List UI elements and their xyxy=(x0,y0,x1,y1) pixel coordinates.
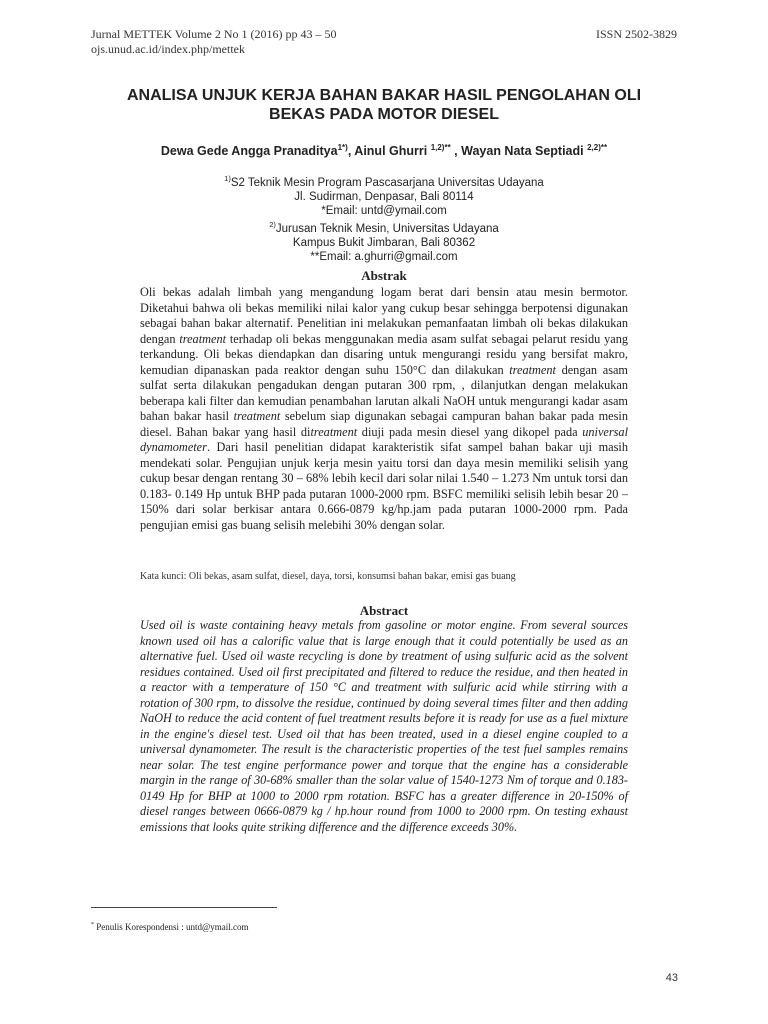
affiliation-2-name: $^{2)}$Jurusan Teknik Mesin, Universitas Udayana xyxy=(269,219,499,235)
journal-url[interactable]: ojs.unud.ac.id/index.php/mettek xyxy=(91,42,245,56)
keywords: Kata kunci: Oli bekas, asam sulfat, diesel, daya, torsi, konsumsi bahan bakar, emisi gas buang xyxy=(140,571,516,582)
footnote-mark: * xyxy=(91,922,94,928)
affiliations xyxy=(160,172,608,264)
author-affiliation-mark: 1*) xyxy=(337,143,348,152)
paper-title xyxy=(80,86,688,124)
abstrak-heading: Abstrak xyxy=(361,268,407,283)
abstract-heading: Abstract xyxy=(359,603,409,618)
abstrak-body: Oli bekas adalah limbah yang mengandung logam berat dari bensin atau mesin bermotor. Diketahui bahwa oli bekas memiliki nilai kalor yang cukup besar sehingga berpotensi digunakan sebagai bahan bakar alternatif. Penelitian ini melakukan pemanfaatan limbah oli bekas dilakukan dengan treatment terhadap oli bekas menggunakan media asam sulfat sebagai pelarut residu yang terkandung. Oli bekas diendapkan dan disaring untuk mengurangi residu yang bersifat makro, kemudian dipanaskan pada reaktor dengan suhu 150°C dan dilakukan treatment dengan asam sulfat serta dilakukan pengadukan dengan putaran 300 rpm, , dilanjutkan dengan melakukan beberapa kali filter dan kemudian penambahan larutan alkali NaOH untuk mengurangi kadar asam bahan bakar hasil treatment sebelum siap digunakan sebagai campuran bahan bakar pada mesin diesel. Bahan bakar yang hasil ditreatment diuji pada mesin diesel yang dikopel pada universal dynamometer. Dari hasil penelitian didapat karakteristik sifat sampel bahan bakar uji masih mendekati solar. Pengujian unjuk kerja mesin yaitu torsi dan daya mesin memiliki selisih yang cukup besar dengan rentang 30 – 68% lebih kecil dari solar nilai 1.540 – 1.273 Nm untuk torsi dan 0.183- 0.149 Hp untuk BHP pada putaran 1000-2000 rpm. BSFC memiliki selisih lebih besar 20 – 150% dari solar berkisar antara 0.666-0879 kg/hp.jam pada putaran 1000-2000 rpm. Pada pengujian emisi gas buang selisih melebihi 30% dengan solar. xyxy=(140,285,628,532)
title-line-1: ANALISA UNJUK KERJA BAHAN BAKAR HASIL PENGOLAHAN OLI xyxy=(126,87,642,104)
footnote-rule xyxy=(91,907,277,908)
affiliation-1-address: Jl. Sudirman, Denpasar, Bali 80114 xyxy=(294,190,474,203)
journal-citation: Jurnal METTEK Volume 2 No 1 (2016) pp 43 – 50 xyxy=(91,27,337,41)
author-separator: , xyxy=(450,144,462,159)
page-number: 43 xyxy=(665,972,678,984)
affiliation-1-email[interactable]: *Email: untd@ymail.com xyxy=(321,204,447,217)
running-header xyxy=(91,27,677,57)
affiliation-mark: 2) xyxy=(269,219,276,229)
footnote xyxy=(91,922,249,932)
author-name: Wayan Nata Septiadi xyxy=(461,144,588,159)
affiliation-mark: 1) xyxy=(224,174,231,183)
author-name: Dewa Gede Angga Pranaditya xyxy=(160,144,338,159)
abstract-body: Used oil is waste containing heavy metals from gasoline or motor engine. From several sources known used oil has a calorific value that is large enough that it could potentially be used as an alternative fuel. Used oil waste recycling is done by treatment of using sulfuric acid as the solvent residues contained. Used oil first precipitated and filtered to reduce the residue, and then heated in a reactor with a temperature of 150 °C and treatment with sulfuric acid while stirring with a rotation of 300 rpm, to dissolve the residue, continued by doing several times filter and then adding NaOH to reduce the acid content of fuel treatment results before it is ready for use as a fuel mixture in the engine's diesel test. Used oil that has been treated, used in a diesel engine coupled to a universal dynamometer. The result is the characteristic properties of the test fuel samples remains near solar. The test engine performance power and torque that the engine has a considerable margin in the range of 30-68% smaller than the solar value of 1540-1273 Nm of torque and 0.183- 0149 Hp for BHP at 1000 to 2000 rpm rotation. BSFC has a greater difference in 20-150% of diesel ranges between 0666-0879 kg / hp.hour round from 1000 to 2000 rpm. On testing exhaust emissions that looks quite striking difference and the difference exceeds 30%. xyxy=(140,618,628,834)
italic-term: treatment xyxy=(179,331,227,346)
affiliation-1-name: $^{1)}$S2 Teknik Mesin Program Pascasarjana Universitas Udayana xyxy=(224,174,544,189)
italic-term: treatment xyxy=(233,409,281,423)
author-list xyxy=(60,143,708,158)
affiliation-2-address: Kampus Bukit Jimbaran, Bali 80362 xyxy=(292,236,476,249)
italic-term: treatment xyxy=(509,362,556,377)
footnote-text: Penulis Korespondensi : untd@ymail.com xyxy=(94,922,249,932)
author-name: Ainul Ghurri xyxy=(354,144,431,159)
author-affiliation-mark: 1,2)** xyxy=(430,143,451,152)
issn: ISSN 2502-3829 xyxy=(595,27,677,41)
affiliation-2-email[interactable]: **Email: a.ghurri@gmail.com xyxy=(310,250,458,263)
italic-term: treatment xyxy=(310,424,358,439)
italic-term: universal dynamometer xyxy=(140,424,628,454)
author-separator: , xyxy=(347,144,355,159)
title-line-2: BEKAS PADA MOTOR DIESEL xyxy=(269,106,499,123)
author-affiliation-mark: 2,2)** xyxy=(587,143,608,152)
